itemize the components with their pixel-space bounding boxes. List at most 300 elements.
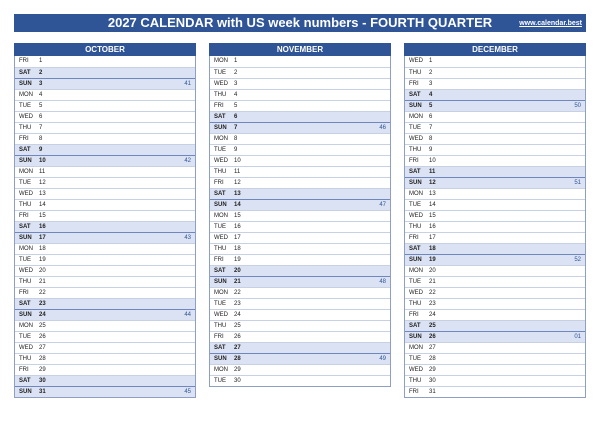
- day-number: 17: [39, 235, 46, 241]
- day-row: [405, 243, 585, 254]
- day-row: [405, 155, 585, 166]
- weekday-label: FRI: [214, 334, 224, 340]
- day-row: [15, 364, 195, 375]
- day-number: 16: [429, 224, 436, 230]
- day-number: 26: [234, 334, 241, 340]
- weekday-label: WED: [214, 81, 228, 87]
- day-row: [210, 67, 390, 78]
- day-number: 9: [429, 147, 433, 153]
- weekday-label: THU: [214, 92, 227, 98]
- day-row: [15, 188, 195, 199]
- week-number: 48: [379, 279, 386, 285]
- day-number: 31: [429, 389, 436, 395]
- day-number: 30: [429, 378, 436, 384]
- day-row: [210, 166, 390, 177]
- day-row: [405, 265, 585, 276]
- day-row: [15, 221, 195, 232]
- weekday-label: SAT: [409, 92, 421, 98]
- weekday-label: FRI: [19, 58, 29, 64]
- month-header: DECEMBER: [404, 43, 586, 56]
- weekday-label: SAT: [19, 301, 31, 307]
- weekday-label: MON: [19, 246, 33, 252]
- day-number: 1: [234, 58, 238, 64]
- weekday-label: FRI: [409, 81, 419, 87]
- day-number: 4: [39, 92, 43, 98]
- day-number: 24: [39, 312, 46, 318]
- day-row: [405, 232, 585, 243]
- weekday-label: TUE: [214, 70, 226, 76]
- day-row: [405, 177, 585, 188]
- day-row: [15, 232, 195, 243]
- day-number: 27: [429, 345, 436, 351]
- day-row: [405, 100, 585, 111]
- day-row: [405, 221, 585, 232]
- day-number: 28: [234, 356, 241, 362]
- day-number: 28: [39, 356, 46, 362]
- day-row: [210, 133, 390, 144]
- day-number: 3: [429, 81, 433, 87]
- day-number: 17: [429, 235, 436, 241]
- week-number: 52: [574, 257, 581, 263]
- weekday-label: MON: [409, 114, 423, 120]
- day-number: 13: [234, 191, 241, 197]
- day-row: [210, 221, 390, 232]
- day-row: [405, 111, 585, 122]
- weekday-label: TUE: [214, 147, 226, 153]
- day-row: [405, 67, 585, 78]
- weekday-label: WED: [19, 114, 33, 120]
- day-number: 21: [234, 279, 241, 285]
- week-number: 47: [379, 202, 386, 208]
- weekday-label: THU: [409, 224, 422, 230]
- day-row: [405, 353, 585, 364]
- weekday-label: TUE: [214, 378, 226, 384]
- weekday-label: FRI: [409, 312, 419, 318]
- day-row: [405, 188, 585, 199]
- weekday-label: TUE: [409, 356, 421, 362]
- day-row: [210, 375, 390, 386]
- day-number: 20: [234, 268, 241, 274]
- weekday-label: FRI: [409, 158, 419, 164]
- day-row: [210, 56, 390, 67]
- day-row: [15, 309, 195, 320]
- weekday-label: MON: [19, 323, 33, 329]
- day-row: [405, 287, 585, 298]
- day-number: 5: [429, 103, 433, 109]
- day-row: [15, 353, 195, 364]
- day-number: 24: [429, 312, 436, 318]
- day-number: 8: [429, 136, 433, 142]
- day-number: 31: [39, 389, 46, 395]
- week-number: 45: [184, 389, 191, 395]
- weekday-label: MON: [19, 92, 33, 98]
- day-row: [210, 78, 390, 89]
- month-header: OCTOBER: [14, 43, 196, 56]
- weekday-label: THU: [409, 70, 422, 76]
- day-number: 10: [39, 158, 46, 164]
- weekday-label: TUE: [409, 125, 421, 131]
- weekday-label: SUN: [214, 125, 227, 131]
- weekday-label: TUE: [19, 257, 31, 263]
- day-number: 5: [39, 103, 43, 109]
- weekday-label: TUE: [19, 103, 31, 109]
- weekday-label: MON: [214, 367, 228, 373]
- weekday-label: SUN: [409, 103, 422, 109]
- day-number: 14: [234, 202, 241, 208]
- day-row: [405, 133, 585, 144]
- weekday-label: THU: [409, 301, 422, 307]
- day-row: [15, 342, 195, 353]
- day-row: [405, 254, 585, 265]
- weekday-label: SUN: [214, 279, 227, 285]
- day-number: 11: [429, 169, 436, 175]
- day-row: [210, 144, 390, 155]
- day-row: [405, 78, 585, 89]
- day-number: 16: [39, 224, 46, 230]
- weekday-label: SUN: [214, 356, 227, 362]
- day-number: 22: [429, 290, 436, 296]
- weekday-label: SUN: [409, 257, 422, 263]
- month-december: [404, 43, 586, 398]
- day-row: [15, 89, 195, 100]
- day-number: 26: [429, 334, 436, 340]
- day-row: [15, 331, 195, 342]
- day-number: 20: [39, 268, 46, 274]
- day-number: 10: [429, 158, 436, 164]
- weekday-label: THU: [214, 169, 227, 175]
- month-header: NOVEMBER: [209, 43, 391, 56]
- month-october: [14, 43, 196, 398]
- day-row: [210, 188, 390, 199]
- day-number: 13: [39, 191, 46, 197]
- day-number: 21: [39, 279, 46, 285]
- day-row: [15, 265, 195, 276]
- day-number: 29: [234, 367, 241, 373]
- weekday-label: SAT: [19, 70, 31, 76]
- day-number: 2: [429, 70, 433, 76]
- weekday-label: WED: [214, 312, 228, 318]
- weekday-label: SUN: [19, 235, 32, 241]
- day-number: 7: [234, 125, 238, 131]
- weekday-label: WED: [409, 290, 423, 296]
- day-number: 11: [234, 169, 241, 175]
- day-number: 16: [234, 224, 241, 230]
- day-row: [15, 67, 195, 78]
- day-number: 21: [429, 279, 436, 285]
- weekday-label: WED: [409, 136, 423, 142]
- week-number: 01: [574, 334, 581, 340]
- day-row: [405, 56, 585, 67]
- weekday-label: FRI: [214, 180, 224, 186]
- day-number: 19: [39, 257, 46, 263]
- day-row: [405, 199, 585, 210]
- day-row: [15, 133, 195, 144]
- day-row: [405, 342, 585, 353]
- day-row: [15, 56, 195, 67]
- day-number: 22: [39, 290, 46, 296]
- day-list: [209, 56, 391, 387]
- weekday-label: WED: [19, 191, 33, 197]
- day-number: 4: [429, 92, 433, 98]
- day-number: 15: [39, 213, 46, 219]
- day-row: [210, 287, 390, 298]
- weekday-label: SUN: [409, 334, 422, 340]
- day-row: [210, 199, 390, 210]
- week-number: 51: [574, 180, 581, 186]
- weekday-label: THU: [19, 202, 32, 208]
- weekday-label: WED: [19, 345, 33, 351]
- day-row: [210, 320, 390, 331]
- day-number: 7: [429, 125, 433, 131]
- day-number: 9: [234, 147, 238, 153]
- weekday-label: THU: [214, 323, 227, 329]
- day-row: [210, 155, 390, 166]
- day-row: [405, 144, 585, 155]
- weekday-label: SAT: [409, 169, 421, 175]
- day-row: [15, 111, 195, 122]
- day-row: [405, 364, 585, 375]
- day-number: 18: [429, 246, 436, 252]
- day-row: [210, 364, 390, 375]
- week-number: 44: [184, 312, 191, 318]
- day-row: [210, 177, 390, 188]
- page-title: 2027 CALENDAR with US week numbers - FOURTH QUARTER: [107, 15, 493, 30]
- day-row: [15, 177, 195, 188]
- weekday-label: MON: [214, 136, 228, 142]
- day-row: [405, 122, 585, 133]
- day-row: [210, 111, 390, 122]
- day-row: [210, 254, 390, 265]
- day-row: [15, 166, 195, 177]
- weekday-label: FRI: [19, 213, 29, 219]
- day-row: [405, 298, 585, 309]
- day-row: [210, 210, 390, 221]
- day-row: [405, 331, 585, 342]
- day-number: 15: [429, 213, 436, 219]
- day-number: 2: [234, 70, 238, 76]
- weekday-label: MON: [409, 345, 423, 351]
- weekday-label: MON: [409, 191, 423, 197]
- day-row: [210, 122, 390, 133]
- day-number: 6: [234, 114, 238, 120]
- day-number: 22: [234, 290, 241, 296]
- weekday-label: FRI: [19, 367, 29, 373]
- weekday-label: THU: [409, 378, 422, 384]
- day-number: 19: [234, 257, 241, 263]
- day-number: 18: [234, 246, 241, 252]
- weekday-label: FRI: [214, 103, 224, 109]
- weekday-label: TUE: [19, 334, 31, 340]
- weekday-label: FRI: [19, 290, 29, 296]
- day-number: 28: [429, 356, 436, 362]
- day-row: [15, 122, 195, 133]
- weekday-label: FRI: [19, 136, 29, 142]
- weekday-label: WED: [214, 235, 228, 241]
- day-row: [405, 375, 585, 386]
- day-number: 30: [234, 378, 241, 384]
- weekday-label: TUE: [19, 180, 31, 186]
- weekday-label: WED: [409, 367, 423, 373]
- day-row: [15, 287, 195, 298]
- day-row: [210, 342, 390, 353]
- day-number: 25: [429, 323, 436, 329]
- day-number: 23: [429, 301, 436, 307]
- day-row: [15, 386, 195, 397]
- weekday-label: TUE: [214, 301, 226, 307]
- weekday-label: THU: [19, 125, 32, 131]
- day-row: [210, 353, 390, 364]
- day-number: 2: [39, 70, 43, 76]
- day-row: [15, 144, 195, 155]
- day-number: 8: [234, 136, 238, 142]
- day-row: [405, 210, 585, 221]
- day-row: [210, 100, 390, 111]
- weekday-label: SUN: [19, 389, 32, 395]
- day-number: 27: [234, 345, 241, 351]
- day-row: [405, 320, 585, 331]
- day-row: [405, 309, 585, 320]
- weekday-label: WED: [19, 268, 33, 274]
- weekday-label: SAT: [19, 147, 31, 153]
- day-row: [210, 265, 390, 276]
- website-link[interactable]: www.calendar.best: [519, 20, 582, 27]
- day-row: [210, 89, 390, 100]
- day-row: [15, 210, 195, 221]
- weekday-label: SAT: [409, 246, 421, 252]
- day-number: 12: [429, 180, 436, 186]
- weekday-label: SUN: [19, 158, 32, 164]
- weekday-label: TUE: [214, 224, 226, 230]
- weekday-label: THU: [19, 279, 32, 285]
- day-row: [15, 78, 195, 89]
- day-row: [405, 276, 585, 287]
- day-number: 3: [39, 81, 43, 87]
- day-row: [210, 309, 390, 320]
- weekday-label: THU: [214, 246, 227, 252]
- day-number: 10: [234, 158, 241, 164]
- day-number: 23: [234, 301, 241, 307]
- day-number: 29: [39, 367, 46, 373]
- day-number: 29: [429, 367, 436, 373]
- day-number: 1: [39, 58, 43, 64]
- weekday-label: SUN: [19, 312, 32, 318]
- weekday-label: MON: [409, 268, 423, 274]
- weekday-label: SAT: [214, 268, 226, 274]
- day-row: [15, 276, 195, 287]
- day-row: [210, 232, 390, 243]
- day-row: [15, 155, 195, 166]
- day-row: [15, 199, 195, 210]
- day-row: [15, 243, 195, 254]
- weekday-label: SUN: [19, 81, 32, 87]
- weekday-label: THU: [19, 356, 32, 362]
- day-number: 3: [234, 81, 238, 87]
- day-number: 20: [429, 268, 436, 274]
- month-november: [209, 43, 391, 387]
- day-number: 17: [234, 235, 241, 241]
- week-number: 43: [184, 235, 191, 241]
- day-number: 12: [39, 180, 46, 186]
- day-row: [210, 276, 390, 287]
- day-row: [210, 243, 390, 254]
- weekday-label: WED: [214, 158, 228, 164]
- day-row: [210, 298, 390, 309]
- day-number: 1: [429, 58, 433, 64]
- weekday-label: MON: [214, 290, 228, 296]
- day-number: 14: [39, 202, 46, 208]
- weekday-label: TUE: [409, 202, 421, 208]
- day-row: [15, 254, 195, 265]
- day-number: 23: [39, 301, 46, 307]
- weekday-label: WED: [409, 213, 423, 219]
- day-number: 13: [429, 191, 436, 197]
- weekday-label: MON: [214, 213, 228, 219]
- day-number: 24: [234, 312, 241, 318]
- day-number: 11: [39, 169, 46, 175]
- title-banner: [14, 14, 586, 32]
- week-number: 49: [379, 356, 386, 362]
- day-number: 18: [39, 246, 46, 252]
- day-number: 14: [429, 202, 436, 208]
- day-row: [405, 386, 585, 397]
- day-row: [15, 298, 195, 309]
- weekday-label: SUN: [409, 180, 422, 186]
- weekday-label: SAT: [409, 323, 421, 329]
- day-row: [15, 320, 195, 331]
- day-number: 6: [39, 114, 43, 120]
- weekday-label: SAT: [214, 191, 226, 197]
- weekday-label: SAT: [19, 224, 31, 230]
- day-row: [405, 166, 585, 177]
- day-number: 4: [234, 92, 238, 98]
- week-number: 41: [184, 81, 191, 87]
- weekday-label: SAT: [214, 114, 226, 120]
- weekday-label: TUE: [409, 279, 421, 285]
- day-number: 6: [429, 114, 433, 120]
- week-number: 50: [574, 103, 581, 109]
- day-number: 12: [234, 180, 241, 186]
- day-number: 25: [39, 323, 46, 329]
- day-row: [405, 89, 585, 100]
- day-number: 8: [39, 136, 43, 142]
- day-list: [404, 56, 586, 398]
- day-row: [15, 100, 195, 111]
- weekday-label: FRI: [409, 389, 419, 395]
- weekday-label: MON: [19, 169, 33, 175]
- day-number: 19: [429, 257, 436, 263]
- day-number: 25: [234, 323, 241, 329]
- day-number: 9: [39, 147, 43, 153]
- day-number: 5: [234, 103, 238, 109]
- day-number: 15: [234, 213, 241, 219]
- day-row: [15, 375, 195, 386]
- weekday-label: FRI: [409, 235, 419, 241]
- day-number: 30: [39, 378, 46, 384]
- day-row: [210, 331, 390, 342]
- weekday-label: FRI: [214, 257, 224, 263]
- day-list: [14, 56, 196, 398]
- weekday-label: THU: [409, 147, 422, 153]
- day-number: 26: [39, 334, 46, 340]
- week-number: 42: [184, 158, 191, 164]
- weekday-label: MON: [214, 58, 228, 64]
- day-number: 27: [39, 345, 46, 351]
- weekday-label: SAT: [214, 345, 226, 351]
- week-number: 46: [379, 125, 386, 131]
- weekday-label: SAT: [19, 378, 31, 384]
- day-number: 7: [39, 125, 43, 131]
- weekday-label: WED: [409, 58, 423, 64]
